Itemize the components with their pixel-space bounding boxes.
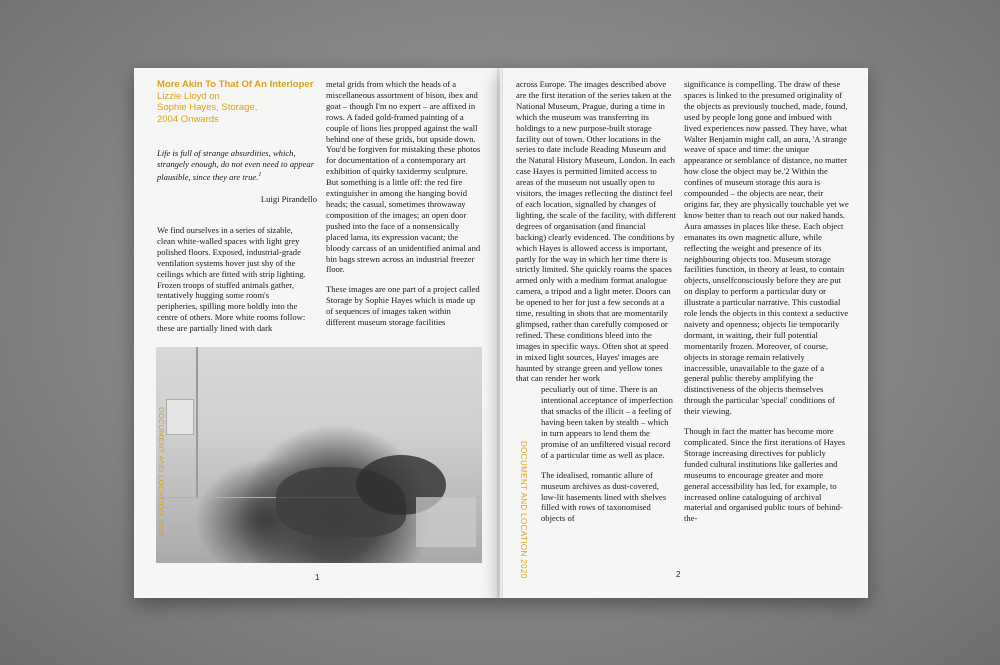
photo-vertical-caption: DOCUMENT AND LOCATION 2020	[157, 407, 166, 537]
article-title: More Akin To That Of An Interloper	[157, 79, 314, 90]
byline-line-2: Sophie Hayes, Storage,	[157, 102, 258, 113]
body-paragraph: metal grids from which the heads of a miscellaneous assortment of bison, ibex and goat – though I'm no expert – are affixed in rows. A faded gold-framed painting of a couple of lions lies propped against the wall behind one of these grids, but upside down. You'd be forgiven for mistaking these photos for documentation of a contemporary art exhibition of quirky taxidermy sculpture. But something is a little off: the red fire extinguisher in among the hanging bovid heads; the casual, sometimes throwaway composition of the images; an open door pushed into the face of a nonsensically placed lama, its expression vacant; the bloody carcass of an unidentified animal and bin bags strewn across an industrial freezer floor.	[326, 79, 481, 275]
right-column-2	[684, 79, 849, 533]
body-paragraph: across Europe. The images described above are the first iteration of the series taken at the National Museum, Prague, during a time in which the museum was transferring its holdings to a new purpose-built storage facility out of town. Other locations in the series to date include Reading Museum and the Natural History Museum, London. In each case Hayes is permitted limited access to areas of the museum not usually open to visitors, the images reflecting the distinct feel of each location, signalled by changes of lighting, the scale of the facility, with different degrees of organisation (and financial backing) clearly evidenced. The conditions by which Hayes is allowed access is important, partly for the way in which her time there is strictly limited. She quickly roams the spaces armed only with a medium format analogue camera, a tripod and a light meter. Doors can be opened to her for just a few seconds at a time, resulting in shots that are momentarily glimpsed, rather than carefully composed or refined. These conditions bleed into the images in specific ways. Often shot at speed in mixed light sources, Hayes' images are haunted by strange green and yellow tones that can render her work	[516, 79, 676, 384]
page-number: 2	[676, 570, 681, 579]
body-paragraph: significance is compelling. The draw of these spaces is linked to the presumed originality of the objects as previously touched, made, found, used by people long gone and imbued with lived experiences now passed. They have, what Walter Benjamin might call, an aura, 'A strange weave of space and time: the unique appearance or semblance of distance, no matter how close the object may be.'2 Within the confines of museum storage this aura is compounded – the objects are near, their origins far, they are physically touchable yet we know better than to reach out our naked hands. Aura amasses in places like these. Each object emanates its own magnetic allure, while reflecting the weight and presence of its neighbouring objects too. Museum storage facilities function, in theory at least, to contain objects, unselfconsciously before they are put on display to perform a particular duty or illustrate a particular narrative. This custodial role lends the objects in this context a seductive naivety and openness; objects lie temporarily dormant, in waiting, their full potential momentarily frozen. Moreover, of course, objects in storage remain relatively inaccessible, unavailable to the gaze of a general public thereby amplifying the distinctiveness of the objects themselves through the particular 'special' conditions of their viewing.	[684, 79, 849, 417]
epigraph: Life is full of strange absurdities, which, strangely enough, do not even need to appear plausible, since they are true.$^1$	[157, 148, 315, 182]
right-column-1	[516, 79, 676, 533]
body-paragraph: These images are one part of a project called Storage by Sophie Hayes which is made up of sequences of images taken within different museum storage facilities	[326, 284, 480, 328]
body-paragraph: We find ourselves in a series of sizable, clean white-walled spaces with light grey polished floors. Exposed, industrial-grade ventilation systems hover just shy of the ceilings which are fitted with strip lighting. Frozen troops of stuffed animals gather, tentatively hugging some room's peripheries, spilling more boldly into the centre of others. More white rooms follow: these are partially lined with dark	[157, 225, 306, 334]
storage-photograph	[156, 347, 482, 563]
epigraph-author: Luigi Pirandello	[260, 194, 317, 204]
left-page	[134, 68, 500, 598]
left-column-1	[157, 225, 309, 343]
body-paragraph: The idealised, romantic allure of museum archives as dust-covered, low-lit basements lined with shelves filled with rows of taxonomised objects of	[541, 469, 667, 524]
page-number: 1	[315, 573, 320, 582]
left-column-2	[326, 79, 482, 337]
vertical-caption: DOCUMENT AND LOCATION 2020	[519, 441, 528, 579]
right-page	[500, 68, 868, 598]
byline-line-3: 2004 Onwards	[157, 113, 219, 125]
body-paragraph: Though in fact the matter has become more complicated. Since the first iterations of Hayes Storage increasing directives for publicly funded cultural institutions like galleries and museums to encourage greater and more general accessibility has led, for example, to increased online cataloguing of archival material and organised public tours of behind-the-	[684, 426, 846, 524]
book-spine	[497, 68, 503, 598]
byline-line-1: Lizzie Lloyd on	[157, 90, 220, 102]
article-title-block	[157, 79, 327, 125]
body-paragraph-cont: peculiarly out of time. There is an intentional acceptance of imperfection that smacks of the illicit – a feeling of having been taken by stealth – which in turn appears to lend them the promise of an unfiltered visual record of a particular time as well as place.	[541, 384, 673, 460]
epigraph-footnote-mark: 1	[258, 172, 262, 178]
